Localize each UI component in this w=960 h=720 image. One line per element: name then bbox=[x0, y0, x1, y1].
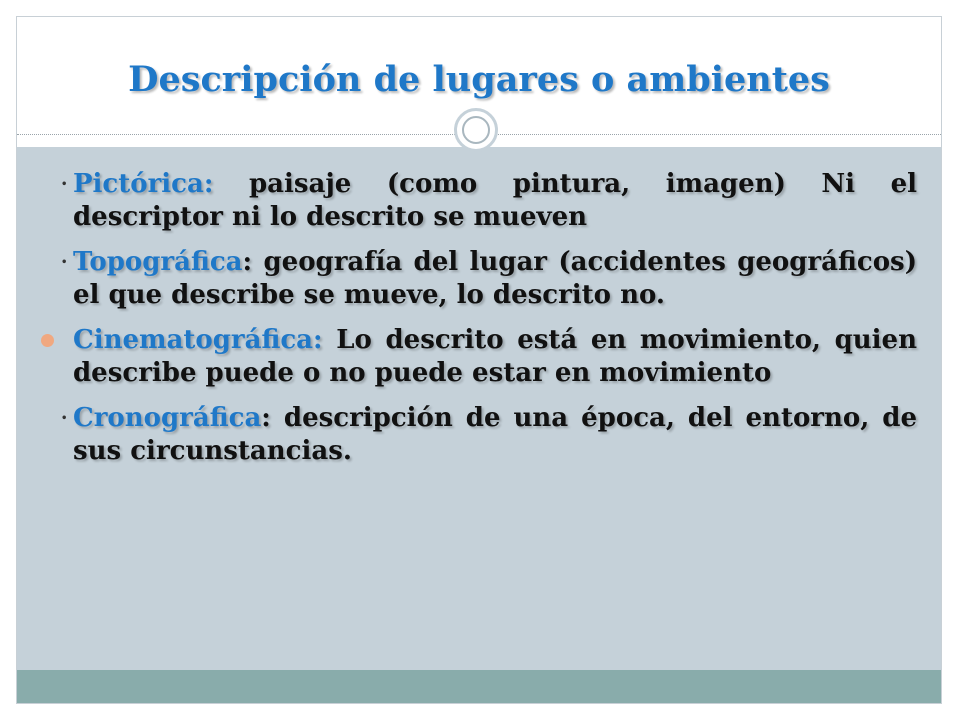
bullet-dot-icon: • bbox=[61, 179, 68, 190]
bullet-item-pictorica bbox=[55, 168, 917, 234]
bullet-list bbox=[55, 168, 917, 480]
circle-inner-ring bbox=[462, 116, 490, 144]
orange-bullet-icon bbox=[41, 334, 54, 347]
bullet-item-cinematografica bbox=[55, 324, 917, 390]
bullet-text: : descripción de una época, del entorno, de sus circunstancias. bbox=[73, 403, 917, 466]
bullet-item-topografica bbox=[55, 246, 917, 312]
bullet-dot-icon: • bbox=[61, 413, 68, 424]
bullet-term: Cronográfica bbox=[73, 403, 262, 433]
slide-title: Descripción de lugares o ambientes bbox=[128, 59, 830, 100]
bullet-term: Topográfica bbox=[73, 247, 243, 277]
bullet-term: Cinematográfica: bbox=[73, 325, 323, 355]
circle-ornament-icon bbox=[454, 108, 498, 152]
bullet-item-cronografica bbox=[55, 402, 917, 468]
bullet-text: : geografía del lugar (accidentes geográficos) el que describe se mueve, lo descrito no. bbox=[73, 247, 917, 310]
bullet-text: Lo descrito está en movimiento, quien describe puede o no puede estar en movimiento bbox=[73, 325, 917, 388]
bottom-bar bbox=[17, 670, 941, 703]
bullet-term: Pictórica: bbox=[73, 169, 214, 199]
bullet-text: paisaje (como pintura, imagen) Ni el descriptor ni lo descrito se mueven bbox=[73, 169, 917, 232]
bullet-dot-icon: • bbox=[61, 257, 68, 268]
